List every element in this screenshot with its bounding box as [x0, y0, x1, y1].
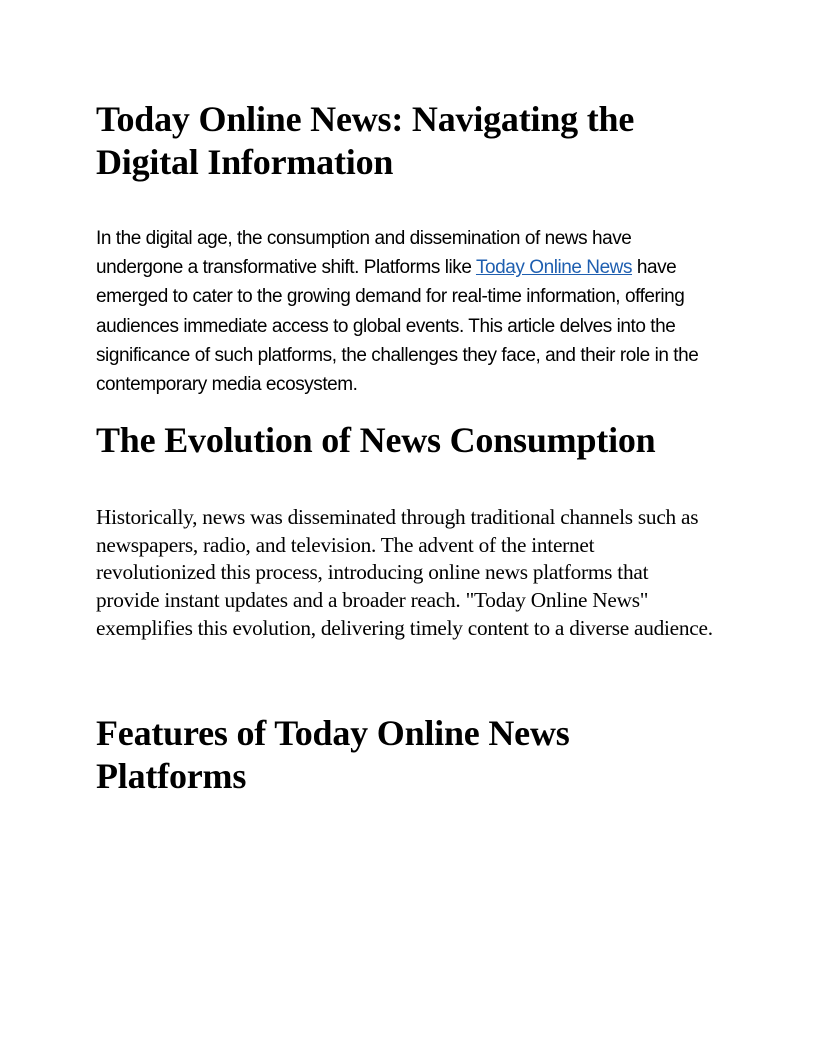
intro-paragraph	[96, 224, 716, 399]
intro-text-before-link: In the digital age, the consumption and dissemination of news have undergone a transformative shift. Platforms like	[96, 228, 632, 279]
today-online-news-link[interactable]: Today Online News	[475, 257, 633, 279]
article-body	[96, 98, 720, 798]
article-title: Today Online News: Navigating the Digital Information	[96, 99, 635, 182]
section-heading-features: Features of Today Online News Platforms	[96, 713, 570, 797]
section-body-evolution: Historically, news was disseminated through traditional channels such as newspapers, radio, and television. The advent of the internet revolutionized this process, introducing online news platforms that provide instant updates and a broader reach. "Today Online News" exemplifies this evolution, delivering timely content to a diverse audience.	[96, 505, 713, 640]
section-heading-evolution: The Evolution of News Consumption	[96, 420, 656, 461]
intro-text-after-link: have emerged to cater to the growing demand for real-time information, offering audiences immediate access to global events. This article delves into the significance of such platforms, the challenges they face, and their role in the contemporary media ecosystem.	[96, 257, 699, 396]
